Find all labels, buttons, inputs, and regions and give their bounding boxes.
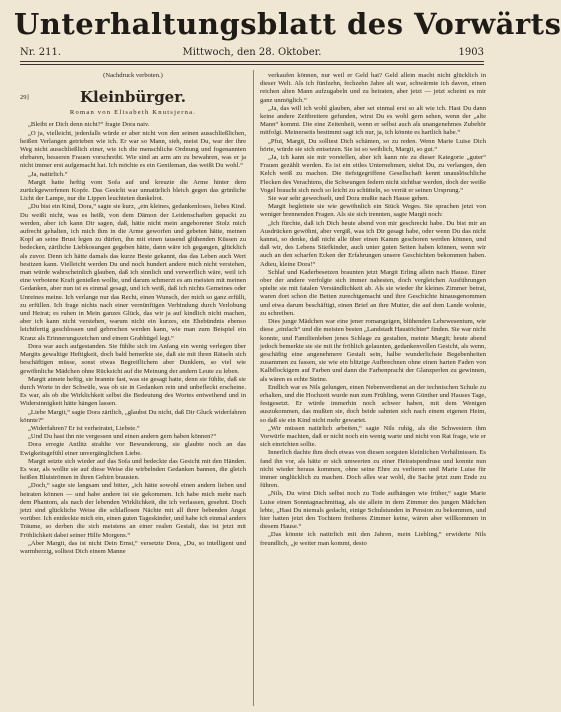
column-divider <box>253 70 254 706</box>
paragraph: „Ja, natürlich.“ <box>28 170 68 178</box>
paragraph: „Und Du hast ihn nie vergessen und einen andern gern haben können?“ <box>28 433 217 441</box>
left-column <box>20 72 246 704</box>
paragraph: „Bleibt er Dich denn nicht?“ fragte Dora naiv. <box>28 121 150 129</box>
paragraph: „Ja, das will ich wohl glauben, aber sei einmal erst so alt wie ich. Hast Du dann keine andere Zeitbreitere gefunden, wirst Du es wohl gern sehen, wenn der „alte Mann“ kommt. Die eine Zeitenheit, wenn er selbst auch als unangenehmes Zubehör mitfolgt. Meinerseits bestimmt sagt ich nur, ja, ich könnte es hartlich habe.“ <box>260 104 486 137</box>
paragraph: „Ja, ich kann sie mir vorstellen, aber ich kann nie zu dieser Kategorie „guter“ Frauen gezählt werden. Es ist ein eitles Unternehmen, siehst Du, zu verlangen, den Kelch weiß zu machen. Die tiefstgegriffene Gesellschaft kennt unauslöschliche Flecken des Verachtens, die Schwungen federn nicht sichtbar werden, doch der weiße Vogel braucht sich noch so leicht zu schütteln, so verrät er seinen Ursprung.“ <box>260 154 486 194</box>
paragraph: „Das könnte ich natürlich mit den Jahren, mein Liebling,“ erwiderte Nils freundlich, „je weiter man kommt, desto <box>260 531 486 547</box>
right-column-text <box>260 72 486 548</box>
issue-year: 1903 <box>458 47 484 58</box>
paragraph: „Doch,“ sagte sie langsam und bitter, „ich hätte sowohl einen andern lieben und heiraten können — und habe andere ist sie gekommen. Ich habe mich mehr nach dem Phantom, als nach der lebenden Wirklichkeit, die ich verlassen, gesehnt. Doch jetzt sind glückliche Weise die schlaflosen Nächte mit all ihrer bebenden Angst vorüber. Ich entdeckte mich ein, einen guten Tageskinder, und habe ich einmal anders Träume, so derben die sich meistens an einer realen Gestalt, das ist jetzt mit Fröhlichkeit dabei seiner Hilfe Morgens.“ <box>20 482 247 539</box>
paragraph: „Widerfahren? Er ist verheiratet, Liebste.“ <box>28 424 140 432</box>
installment-number: 29] <box>20 94 29 101</box>
left-column-text <box>20 121 246 556</box>
masthead-rule-top <box>20 61 484 62</box>
paragraph: Dora erregte Antlitz strahlte vor Bewunderung, sie glaubte noch an das Ewigkeitsgefühl einer unvergänglichen Liebe. <box>20 441 246 457</box>
paragraph: Margit setzte sich wieder auf das Sofa und bedeckte das Gesicht mit den Händen. Es war, als wollte sie auf diese Weise die wirbelnden Gedanken bannen, die gleich heißen Blutströmen in ihren Gehirn brausten. <box>20 457 246 482</box>
paragraph: Innerlich dachte ihm doch etwas von diesen sorgsten kleinlichen Verhältnissen. Es fand ihn vor, als hätte er sich umwerten zu einer Heiratspendruse und konnte nun nicht wieder heraus kommen, ohne seine Ehre zu verlieren und Marie Luise für immer unglücklich zu machen. Doch alles war wohl, die Sache jetzt zum Ende zu führen. <box>260 449 486 490</box>
issue-date: Mittwoch, den 28. Oktober. <box>182 47 322 58</box>
paragraph: „Du bist ein Kind, Dora,“ sagte sie kurz, „ein kleines, gedankenloses, liebes Kind. Du weißt nicht, was es heißt, von dem Dämon der Leidenschaften gepackt zu werden, aber ich kann Dir sagen, daß, hätte nicht mein angeborener Stolz mich aufrecht gehalten, ich mich ihm in die Arme geworfen und gebeten hätte, meinen Kopf an seine Brust legen zu dürfen, ihn mit einen tausend glühenden Küssen zu bedecken, zärtliche Liebkosungen gegeben hätte, dann wäre ich gegangen, glücklich als zuvor. Denn ich hätte damals das kurze Beste gekannt, das das Leben auch Wert besitzen kann. Vielleicht werden Du und noch hundert andere mich nicht verstehen, man würde wahrscheinlich glauben, daß ich sinnlich und verwerflich wäre, weil ich eine verbotene Kraft genießen wollte, und darum schmerzt es am meisten mit meinen Gedanken, aber nun ist es einmal gesagt, und ich weiß, daß ich nichts Gemeines oder Unreines meine. Ich verlange nur das Recht, einen Wunsch, der mich so ganz erfüllt, zu erfüllen. Ich frage nichts nach einer vernünftigen Verbindung durch Verlobung und Heirat; es ruhen in Mein ganzes Glück, das wir ja auf kindlich nicht machen, aber ich kann nicht verstehen, warum nicht ein kurzes, ein Ehebündnis ebenso leichtfertig geschlossen und gebrochen werden kann, wie man zum Beispiel ein Kranz als Erinnerungszeichen und einem Grabhügel legt.“ <box>20 203 246 342</box>
paragraph: „Aber Margit, das ist nicht Dein Ernst,“ versetzte Dora, „Du, so intelligent und warmherzig, solltest Dich einem Manne <box>20 539 246 555</box>
paragraph: Sie war sehr gewechselt, und Dora mußte nach Hause gehen. <box>268 195 429 203</box>
paragraph: „O ja, vielleicht, jedenfalls würde er aber nicht von den seinen ausschließlichen, heißen Verlangen getrieben wie ich. Er war so Mann, sieh, meist Du, war der ihre Weg nicht ausschließlich einer, wie ich die menschliche Ordnung und fogenannten ehrbaren, besseren Frauen vorschreibt. Wie sind an arm am zu bewahren, was er ja nicht immer erst aufgemacht hat. Ich möchte es ein Gentleman, das weißt Du wohl.“ <box>20 129 246 170</box>
reprint-notice: (Nachdruck verboten.) <box>103 72 163 79</box>
paragraph: Dora war auch aufgestanden. Sie fühlte sich im Anfang ein wenig verlegen über Margits gewaltige Heftigkeit, doch bald bemerkte sie, daß sie mit ihren Rätseln sich beschäftigen müsse, sonst etwas Begreiflichem aber Dunklem, so viel wie gewöhnliche Mädchen ohne Rücksicht auf die Meinung der andern Leute zu leben. <box>20 342 246 375</box>
article-byline: Roman von Elisabeth Knutsjerna. <box>69 109 197 117</box>
paragraph: Margit begleitete sie wie gewöhnlich ein Stück Weges. Sie sprachen jetzt von weniger brennenden Fragen. Als sie sich trennten, sagte Margit noch: <box>260 203 486 219</box>
paragraph: verkaufen können, nur weil er Geld hat? Geld allein macht nicht glücklich in dieser Welt. Als ich fünfzehn, fechzehn Jahre alt war, schwärmte ich davon, einen reichen alten Mann aufzugabeln und zu heiraten, aber jetzt — jetzt scheint es mir ganz unmöglich.“ <box>260 72 486 104</box>
paragraph: „Wir müssen natürlich arbeiten,“ sagte Nils ruhig, als die Schwestern ihm Vorwürfe machten, daß er nicht noch ein wenig warte und nicht von Rat frage, wie er sich einrichten sollte. <box>260 424 486 449</box>
paragraph: Schlaf und Kaderbesetzen braunten jetzt Margit Erling allein nach Hause. Einer ober der andere verfolgte sich immer nahesten, doch vergleichen Ausführungen spielte sie mit fatalen Verständlichkeit ab. Als sie wieder ihr kleines Zimmer betrat, waren dort schon die Betten zurechtgemacht und ihre Geschichte hinausgenommen und etwa darum beschäftigt, einen Brief an ihre Mutter, die auf dem Lande wohnte, zu schreiben. <box>260 268 486 317</box>
paragraph: Endlich war es Nils gelungen, einen Nebenverdienst an der technischen Schule zu erhalten, und die Hochzeit wurde nun zum Frühling, wenn Günther und Hauses Tage, festgesetzt. Er würde immerhin noch schwer haben, mit dem Wenigen auszukommen, das mußten sie, doch beide sahnten sich nach einem eigenen Heim, so daß sie ein Kind nicht mehr gewartet. <box>260 383 486 424</box>
paragraph: Margit atmete heftig, sie brannte fast, was sie gesagt hatte, denn sie fühlte, daß sie durch Worte in der Schwüle, was ob sie in Gedanken rein und unbefleckt erscheine. Es war, als ob die Wirklichkeit selbst die Bedeutung des Wortes entweihend und in Widersinnigkeit hätte hängen lassen. <box>20 375 246 408</box>
paragraph: „Ich fürchte, daß ich Dich heute abend von mir geschreckt habe. Du bist mir an Ausdrücken gewöhnt, aber vergiß, was ich Dir gesagt habe, oder wenn Du das nicht kannst, so denke, daß nicht alle über einen Kamm geschoren werden können, und daß wir, des Lebens Stiefkinder, auch unter guten Seiten haben können, wenn wir auch an den scharfen Ecken der Erfahrungen unsere Geschichten bekommen haben. Adieu, kleine Dora!“ <box>260 219 486 268</box>
paragraph: „Liebe Margit,“ sagte Dora zärtlich, „glaubst Du nicht, daß Dir Gluck widerfahren könnte?“ <box>20 408 246 424</box>
masthead-rule-bottom <box>20 64 484 65</box>
right-column <box>260 72 486 704</box>
paragraph: Margit hatte heftig vom Sofa auf und kreuzte die Arme hinter dem zurückgeworfenen Kopfe. Das Gesicht war unnatürlich bleich gegen das grünliche Licht der Lampe, nur die Lippen leuchteten dunkelrot. <box>20 178 246 203</box>
masthead-title: Unterhaltungsblatt des Vorwärts <box>14 7 561 41</box>
dateline <box>20 46 484 60</box>
article-title: Kleinbürger. <box>80 88 186 107</box>
paragraph: „Nils, Du wirst Dich selbst noch zu Tode aufhängen wie früher,“ sagte Marie Luise einen Sonntagnachmittag, als sie allein in dem Zimmer des jungen Mädchen lebte, „Hast Du niemals gedacht, einige Schulstunden in Pension zu bekommen, und hier hatten jetzt den Tochtern freiheres Zimmer keine, wären aber willkommen in diesem Hause.“ <box>260 490 486 531</box>
paragraph: „Pfui, Margit, Du solltest Dich schämen, so zu reden. Wenn Marie Luise Dich hörte, würde sie sich entsetzen. Sie ist so weiblich, Margit, so gut.“ <box>260 137 486 153</box>
paragraph: Dies junge Mädchen war eine jener romangeigen, blühenden Lebewesentum, wie diese „einfach“ und die meisten besten „Landstadt Haustöchter“ finden. Sie war nicht konnte, und Familienleben jenes Schlage zu gestalten, meinte Margit; heute abend jedoch bemerkte sie sie mit ihr fröhlich gelaunten, gedankenvollen Gesicht, als wenn, geschäftig eine angenehmere Gestalt sein, halbe wunderlichste Begebenheiten zusammen zu fassen, sie wie ein blitzige Aufbrechnen ohne einen harten Faden von Kalbflockigem auf Farben und dann die Farbenpracht der Glanzperlen zu gewinnen, als wären es echte Steine. <box>260 318 486 383</box>
issue-number: Nr. 211. <box>20 47 62 58</box>
